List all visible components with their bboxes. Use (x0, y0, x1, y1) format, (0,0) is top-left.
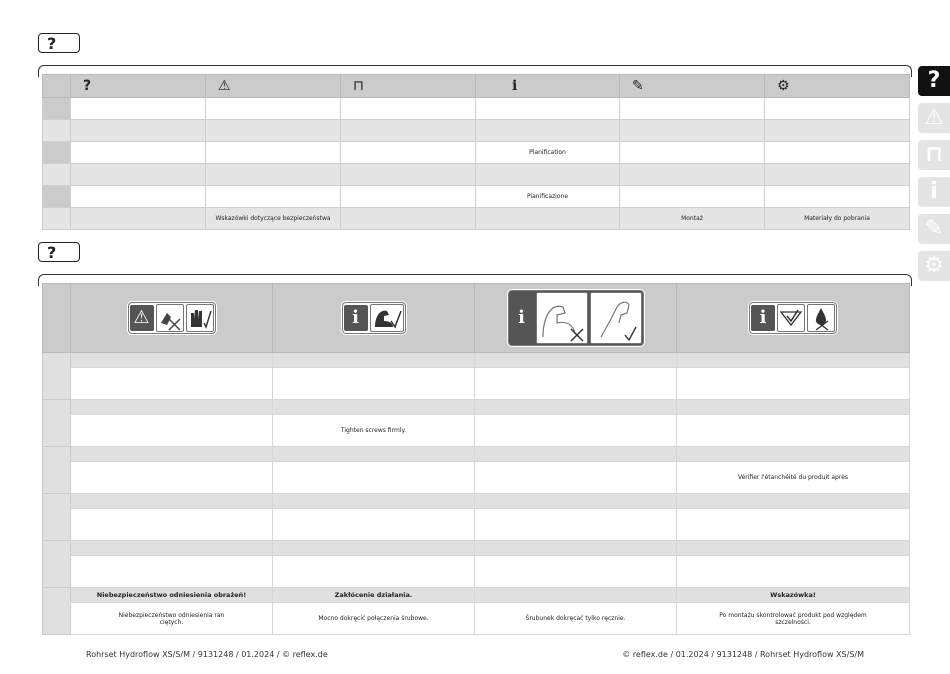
overview-cell (765, 120, 910, 142)
overview-cell (765, 142, 910, 164)
hazard-text-cell (475, 556, 677, 588)
hazard-text-cell (273, 462, 475, 494)
hazard-title-cell (677, 447, 910, 462)
hazard-title-cell (677, 353, 910, 368)
hazard-title-row (43, 447, 910, 462)
tighten-firmly-pictogram (342, 302, 406, 334)
info-icon: i (344, 305, 368, 331)
overview-cell (341, 164, 476, 186)
footer-left: Rohrset Hydroflow XS/S/M / 9131248 / 01.2024 / © reflex.de (86, 650, 328, 659)
no-leak-drop-icon (807, 304, 835, 332)
hazard-text-cell (677, 415, 910, 447)
hazard-title-cell (273, 447, 475, 462)
overview-cell (765, 98, 910, 120)
hazard-text-row (43, 368, 910, 400)
hazard-text-cell (677, 368, 910, 400)
hazard-title-row (43, 588, 910, 603)
warning-icon: ⚠ (206, 75, 341, 98)
strong-arm-check-icon (370, 304, 404, 332)
hazard-text-row (43, 415, 910, 447)
overview-cell (341, 208, 476, 230)
hazard-text-cell (71, 368, 273, 400)
info-tab-icon[interactable]: i (918, 177, 950, 207)
hazard-text-cell (677, 509, 910, 541)
leak-check-pictogram-cell (677, 284, 910, 353)
overview-row (43, 208, 910, 230)
overview-cell: Pianificazione (476, 186, 620, 208)
overview-cell (341, 186, 476, 208)
overview-cell (765, 164, 910, 186)
hazard-text-cell (475, 462, 677, 494)
row-header-cell (43, 98, 71, 120)
row-header-cell (43, 75, 71, 98)
hazard-text-cell: Śrubunek dokręcać tylko ręcznie. (475, 603, 677, 635)
overview-cell: Materiały do pobrania (765, 208, 910, 230)
no-bare-hand-icon (156, 304, 184, 332)
overview-cell (620, 142, 765, 164)
overview-header-row (43, 75, 910, 98)
container-tab-icon[interactable]: ⊓ (918, 140, 950, 170)
hazard-title-cell (475, 447, 677, 462)
hazard-title-row (43, 400, 910, 415)
overview-cell (341, 98, 476, 120)
overview-cell: Wskazówki dotyczące bezpieczeństwa (206, 208, 341, 230)
overview-row (43, 120, 910, 142)
overview-row (43, 142, 910, 164)
overview-cell (341, 142, 476, 164)
overview-cell (71, 142, 206, 164)
hazard-title-cell (71, 494, 273, 509)
hazard-title-row (43, 494, 910, 509)
overview-cell (476, 208, 620, 230)
row-header-cell (43, 120, 71, 142)
overview-cell (206, 120, 341, 142)
footer-right: © reflex.de / 01.2024 / 9131248 / Rohrset Hydroflow XS/S/M (622, 650, 864, 659)
row-header-cell (43, 142, 71, 164)
hazard-text-row (43, 556, 910, 588)
overview-row (43, 164, 910, 186)
overview-cell (341, 120, 476, 142)
wrench-icon: ✎ (620, 75, 765, 98)
hazard-title-cell (677, 400, 910, 415)
hazard-title-cell (475, 541, 677, 556)
download-icon: ⚙ (765, 75, 910, 98)
hazard-text-cell (475, 415, 677, 447)
hazard-text-row (43, 462, 910, 494)
overview-cell: Montaż (620, 208, 765, 230)
hazard-text-cell: Niebezpieczeństwo odniesienia ran ciętych. (71, 603, 273, 635)
hand-tight-pictogram-cell (475, 284, 677, 353)
hazard-text-cell (475, 368, 677, 400)
hazard-title-cell (71, 353, 273, 368)
info-icon: i (476, 75, 620, 98)
hazard-title-cell (273, 400, 475, 415)
hazard-header-row (43, 284, 910, 353)
section-marker-top: ? (38, 33, 80, 53)
download-tab-icon[interactable]: ⚙ (918, 251, 950, 281)
overview-cell (71, 164, 206, 186)
hazard-title-cell (475, 353, 677, 368)
wrench-tab-icon[interactable]: ✎ (918, 214, 950, 244)
hazard-text-cell (273, 368, 475, 400)
container-icon: ⊓ (341, 75, 476, 98)
leak-check-pictogram (749, 302, 837, 334)
help-tab-icon[interactable]: ? (918, 66, 950, 96)
row-header-cell (43, 186, 71, 208)
side-tab-bar (918, 66, 950, 288)
warning-icon: ⚠ (130, 305, 154, 331)
hazard-text-cell (273, 509, 475, 541)
hazard-title-cell (475, 494, 677, 509)
glove-check-icon (186, 304, 214, 332)
hazard-title-cell (273, 353, 475, 368)
hand-tighten-pictogram (508, 290, 644, 346)
overview-cell (620, 186, 765, 208)
overview-cell (765, 186, 910, 208)
overview-cell (620, 120, 765, 142)
hazard-title-cell: Zakłócenie działania. (273, 588, 475, 603)
overview-cell (206, 98, 341, 120)
hazard-text-cell: Po montażu skontrolować produkt pod względem szczelności. (677, 603, 910, 635)
section-marker-mid: ? (38, 242, 80, 262)
cut-hazard-pictogram (128, 302, 216, 334)
hazard-title-cell (475, 400, 677, 415)
hazard-title-cell (677, 541, 910, 556)
overview-cell (206, 142, 341, 164)
overview-row (43, 98, 910, 120)
overview-table (42, 74, 910, 230)
no-force-arm-icon (536, 292, 588, 344)
hazard-title-row (43, 353, 910, 368)
overview-cell (476, 164, 620, 186)
overview-cell (71, 208, 206, 230)
hazard-title-cell (677, 494, 910, 509)
hazard-text-cell (71, 415, 273, 447)
row-header-cell (43, 494, 71, 541)
hazard-title-cell (475, 588, 677, 603)
hazard-text-row (43, 603, 910, 635)
tighten-pictogram-cell (273, 284, 475, 353)
hazard-title-cell (71, 447, 273, 462)
row-header-cell (43, 284, 71, 353)
hand-turn-check-icon (590, 292, 642, 344)
hazard-table (42, 283, 910, 635)
hazard-pictogram-cell (71, 284, 273, 353)
overview-row (43, 186, 910, 208)
hazard-title-cell: Wskazówka! (677, 588, 910, 603)
hazard-title-cell (71, 400, 273, 415)
hazard-text-cell (71, 462, 273, 494)
overview-cell (206, 164, 341, 186)
row-header-cell (43, 208, 71, 230)
row-header-cell (43, 541, 71, 588)
hazard-text-cell: Tighten screws firmly. (273, 415, 475, 447)
overview-cell (71, 120, 206, 142)
row-header-cell (43, 588, 71, 635)
row-header-cell (43, 447, 71, 494)
overview-cell (476, 120, 620, 142)
hazard-title-row (43, 541, 910, 556)
overview-cell (206, 186, 341, 208)
hazard-title-cell: Niebezpieczeństwo odniesienia obrażeń! (71, 588, 273, 603)
hazard-text-row (43, 509, 910, 541)
overview-cell: Planification (476, 142, 620, 164)
hazard-text-cell (71, 509, 273, 541)
hazard-title-cell (71, 541, 273, 556)
info-icon: i (751, 305, 775, 331)
row-header-cell (43, 164, 71, 186)
hazard-title-cell (273, 494, 475, 509)
hazard-text-cell: Vérifier l'étanchéité du produit après (677, 462, 910, 494)
hazard-title-cell (273, 541, 475, 556)
overview-cell (476, 98, 620, 120)
hazard-text-cell (475, 509, 677, 541)
hazard-text-cell (677, 556, 910, 588)
overview-cell (620, 164, 765, 186)
overview-cell (71, 98, 206, 120)
check-marker-icon (777, 304, 805, 332)
warning-tab-icon[interactable]: ⚠ (918, 103, 950, 133)
overview-cell (620, 98, 765, 120)
hazard-text-cell (273, 556, 475, 588)
info-icon: i (510, 305, 534, 331)
row-header-cell (43, 353, 71, 400)
overview-cell (71, 186, 206, 208)
question-icon: ? (71, 75, 206, 98)
hazard-text-cell: Mocno dokręcić połączenia śrubowe. (273, 603, 475, 635)
hazard-text-cell (71, 556, 273, 588)
row-header-cell (43, 400, 71, 447)
